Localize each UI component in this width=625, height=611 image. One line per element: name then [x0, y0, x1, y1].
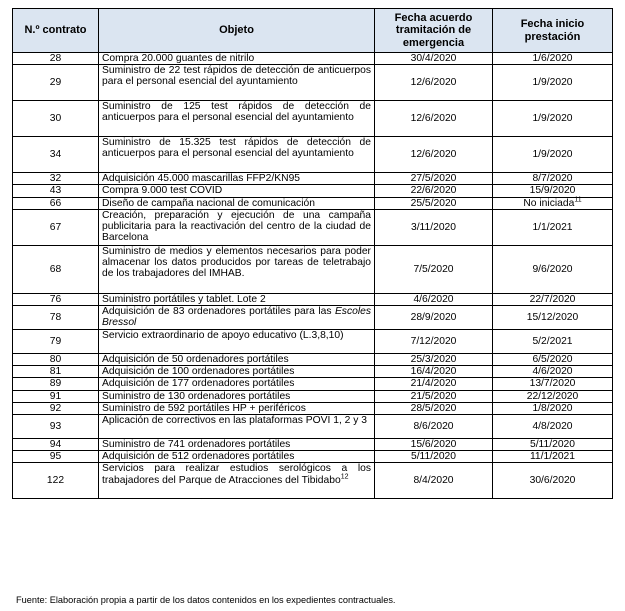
- cell-numero-contrato: 30: [13, 101, 99, 137]
- header-fecha-inicio: Fecha inicio prestación: [493, 9, 613, 53]
- cell-objeto: [99, 137, 375, 173]
- cell-fecha-acuerdo: 28/9/2020: [375, 306, 493, 330]
- cell-fecha-inicio: [493, 209, 613, 245]
- table-row: [13, 366, 613, 378]
- cell-fecha-inicio: [493, 293, 613, 305]
- cell-numero-contrato: 92: [13, 402, 99, 414]
- table-row: [13, 173, 613, 185]
- cell-numero-contrato: 93: [13, 415, 99, 439]
- cell-numero-contrato: 91: [13, 390, 99, 402]
- cell-fecha-inicio: [493, 245, 613, 293]
- fecha-inicio-text: 22/7/2020: [529, 293, 576, 305]
- cell-numero-contrato: 34: [13, 137, 99, 173]
- cell-objeto: [99, 209, 375, 245]
- cell-objeto: [99, 306, 375, 330]
- fecha-inicio-text: 4/8/2020: [532, 420, 573, 432]
- cell-objeto: [99, 65, 375, 101]
- cell-fecha-inicio: [493, 378, 613, 390]
- objeto-text: Adquisición de 100 ordenadores portátiles: [102, 366, 295, 378]
- cell-objeto: [99, 390, 375, 402]
- cell-fecha-acuerdo: 27/5/2020: [375, 173, 493, 185]
- table-row: [13, 53, 613, 65]
- cell-objeto: [99, 439, 375, 451]
- table-row: [13, 330, 613, 354]
- objeto-text: Suministro portátiles y tablet. Lote 2: [102, 293, 266, 305]
- objeto-text: Adquisición de 512 ordenadores portátiles: [102, 451, 295, 463]
- cell-objeto: [99, 53, 375, 65]
- footnote-ref: 11: [574, 196, 582, 204]
- cell-objeto: [99, 463, 375, 499]
- cell-fecha-inicio: [493, 366, 613, 378]
- fecha-inicio-text: 13/7/2020: [529, 378, 576, 390]
- header-objeto: Objeto: [99, 9, 375, 53]
- contracts-table: [12, 8, 613, 499]
- fecha-inicio-text: 8/7/2020: [532, 173, 573, 185]
- table-row: [13, 197, 613, 209]
- cell-fecha-inicio: [493, 137, 613, 173]
- table-row: [13, 137, 613, 173]
- cell-fecha-acuerdo: 30/4/2020: [375, 53, 493, 65]
- objeto-text: Suministro de 592 portátiles HP + periféricos: [102, 402, 306, 414]
- objeto-text: Compra 9.000 test COVID: [102, 185, 223, 197]
- cell-numero-contrato: 89: [13, 378, 99, 390]
- cell-objeto: [99, 197, 375, 209]
- cell-fecha-acuerdo: 12/6/2020: [375, 65, 493, 101]
- cell-fecha-acuerdo: 7/5/2020: [375, 245, 493, 293]
- table-row: [13, 209, 613, 245]
- fecha-inicio-text: 6/5/2020: [532, 354, 573, 366]
- cell-objeto: [99, 402, 375, 414]
- table-row: [13, 65, 613, 101]
- header-fecha-acuerdo: Fecha acuerdo tramitación de emergencia: [375, 9, 493, 53]
- cell-fecha-acuerdo: 28/5/2020: [375, 402, 493, 414]
- cell-numero-contrato: 28: [13, 53, 99, 65]
- cell-fecha-inicio: [493, 185, 613, 197]
- cell-fecha-acuerdo: 4/6/2020: [375, 293, 493, 305]
- objeto-text: Suministro de medios y elementos necesarios para poder almacenar los datos producidos por tareas de teletrabajo de los trabajadores del IMHAB.: [102, 245, 371, 280]
- contracts-table-wrapper: [12, 8, 612, 499]
- cell-objeto: [99, 378, 375, 390]
- objeto-text: Creación, preparación y ejecución de una campaña publicitaria para la reactivación del centro de la ciudad de Barcelona: [102, 209, 371, 244]
- table-row: [13, 378, 613, 390]
- footnote-ref: 12: [340, 473, 349, 481]
- objeto-text: Aplicación de correctivos en las plataformas POVI 1, 2 y 3: [102, 415, 367, 427]
- cell-fecha-acuerdo: 12/6/2020: [375, 101, 493, 137]
- fecha-inicio-text: 1/9/2020: [532, 149, 573, 161]
- cell-fecha-inicio: [493, 65, 613, 101]
- fecha-inicio-text: 1/1/2021: [532, 221, 573, 233]
- cell-numero-contrato: 32: [13, 173, 99, 185]
- fecha-inicio-text: 15/12/2020: [526, 311, 579, 323]
- cell-numero-contrato: 76: [13, 293, 99, 305]
- cell-objeto: [99, 293, 375, 305]
- cell-fecha-inicio: [493, 53, 613, 65]
- objeto-text: Adquisición 45.000 mascarillas FFP2/KN95: [102, 173, 301, 185]
- table-row: [13, 439, 613, 451]
- cell-numero-contrato: 79: [13, 330, 99, 354]
- cell-numero-contrato: 95: [13, 451, 99, 463]
- cell-fecha-inicio: [493, 439, 613, 451]
- cell-fecha-acuerdo: 3/11/2020: [375, 209, 493, 245]
- fecha-inicio-text: 11/1/2021: [529, 451, 576, 463]
- cell-fecha-acuerdo: 5/11/2020: [375, 451, 493, 463]
- fecha-inicio-text: 9/6/2020: [532, 263, 573, 275]
- cell-fecha-acuerdo: 15/6/2020: [375, 439, 493, 451]
- cell-numero-contrato: 67: [13, 209, 99, 245]
- table-row: [13, 390, 613, 402]
- table-row: [13, 293, 613, 305]
- cell-fecha-acuerdo: 25/3/2020: [375, 354, 493, 366]
- fecha-inicio-text: 1/9/2020: [532, 113, 573, 125]
- fecha-inicio-text: 15/9/2020: [529, 185, 576, 197]
- cell-numero-contrato: 80: [13, 354, 99, 366]
- table-row: [13, 451, 613, 463]
- cell-numero-contrato: 68: [13, 245, 99, 293]
- cell-fecha-inicio: [493, 173, 613, 185]
- cell-fecha-inicio: [493, 330, 613, 354]
- cell-numero-contrato: 122: [13, 463, 99, 499]
- cell-fecha-acuerdo: 8/4/2020: [375, 463, 493, 499]
- cell-objeto: [99, 101, 375, 137]
- cell-numero-contrato: 66: [13, 197, 99, 209]
- cell-objeto: [99, 185, 375, 197]
- table-row: [13, 402, 613, 414]
- header-numero-contrato: N.º contrato: [13, 9, 99, 53]
- cell-objeto: [99, 245, 375, 293]
- cell-fecha-acuerdo: 16/4/2020: [375, 366, 493, 378]
- fecha-inicio-text: 5/11/2020: [529, 439, 576, 451]
- cell-fecha-acuerdo: 21/5/2020: [375, 390, 493, 402]
- fecha-inicio-text: 1/6/2020: [532, 53, 573, 64]
- cell-fecha-acuerdo: 21/4/2020: [375, 378, 493, 390]
- fecha-inicio-text: 5/2/2021: [532, 335, 573, 347]
- fecha-inicio-text: 4/6/2020: [532, 366, 573, 378]
- cell-fecha-inicio: [493, 402, 613, 414]
- source-note: Fuente: Elaboración propia a partir de los datos contenidos en los expedientes contractuales.: [16, 595, 396, 605]
- cell-numero-contrato: 78: [13, 306, 99, 330]
- objeto-text: Suministro de 130 ordenadores portátiles: [102, 390, 291, 402]
- objeto-text: Suministro de 741 ordenadores portátiles: [102, 439, 291, 451]
- cell-objeto: [99, 415, 375, 439]
- table-row: [13, 415, 613, 439]
- objeto-text: Servicio extraordinario de apoyo educativo (L.3,8,10): [102, 330, 344, 342]
- cell-objeto: [99, 173, 375, 185]
- table-row: [13, 463, 613, 499]
- cell-fecha-inicio: [493, 463, 613, 499]
- cell-numero-contrato: 43: [13, 185, 99, 197]
- header-row: [13, 9, 613, 53]
- cell-fecha-inicio: [493, 197, 613, 209]
- objeto-text: Suministro de 22 test rápidos de detección de anticuerpos para el personal esencial del ayuntamiento: [102, 65, 371, 88]
- cell-objeto: [99, 366, 375, 378]
- cell-fecha-inicio: [493, 306, 613, 330]
- table-row: [13, 354, 613, 366]
- objeto-text: Diseño de campaña nacional de comunicación: [102, 197, 315, 209]
- table-row: [13, 306, 613, 330]
- cell-fecha-acuerdo: 7/12/2020: [375, 330, 493, 354]
- fecha-inicio-text: 1/8/2020: [532, 402, 573, 414]
- fecha-inicio-text: 30/6/2020: [529, 475, 576, 487]
- cell-fecha-acuerdo: 12/6/2020: [375, 137, 493, 173]
- table-row: [13, 185, 613, 197]
- cell-fecha-inicio: [493, 101, 613, 137]
- cell-fecha-inicio: [493, 354, 613, 366]
- cell-objeto: [99, 330, 375, 354]
- cell-numero-contrato: 81: [13, 366, 99, 378]
- objeto-text: Servicios para realizar estudios serológicos a los trabajadores del Parque de Atracciones del Tibidabo: [102, 463, 371, 486]
- table-row: [13, 101, 613, 137]
- objeto-text: Adquisición de 177 ordenadores portátiles: [102, 378, 295, 390]
- objeto-text: Compra 20.000 guantes de nitrilo: [102, 53, 255, 64]
- cell-numero-contrato: 29: [13, 65, 99, 101]
- cell-fecha-acuerdo: 8/6/2020: [375, 415, 493, 439]
- table-body: [13, 53, 613, 499]
- fecha-inicio-text: No iniciada: [523, 197, 575, 209]
- table-row: [13, 245, 613, 293]
- objeto-text: Adquisición de 83 ordenadores portátiles para las: [102, 306, 332, 318]
- objeto-italic-text: Escoles Bressol: [102, 306, 371, 329]
- cell-fecha-acuerdo: 22/6/2020: [375, 185, 493, 197]
- cell-fecha-inicio: [493, 451, 613, 463]
- cell-fecha-inicio: [493, 390, 613, 402]
- cell-objeto: [99, 451, 375, 463]
- cell-objeto: [99, 354, 375, 366]
- fecha-inicio-text: 1/9/2020: [532, 77, 573, 89]
- cell-fecha-inicio: [493, 415, 613, 439]
- objeto-text: Suministro de 15.325 test rápidos de detección de anticuerpos para el personal esencial del ayuntamiento: [102, 137, 371, 160]
- cell-numero-contrato: 94: [13, 439, 99, 451]
- objeto-text: Suministro de 125 test rápidos de detección de anticuerpos para el personal esencial del ayuntamiento: [102, 101, 371, 124]
- cell-fecha-acuerdo: 25/5/2020: [375, 197, 493, 209]
- objeto-text: Adquisición de 50 ordenadores portátiles: [102, 354, 289, 366]
- fecha-inicio-text: 22/12/2020: [526, 390, 579, 402]
